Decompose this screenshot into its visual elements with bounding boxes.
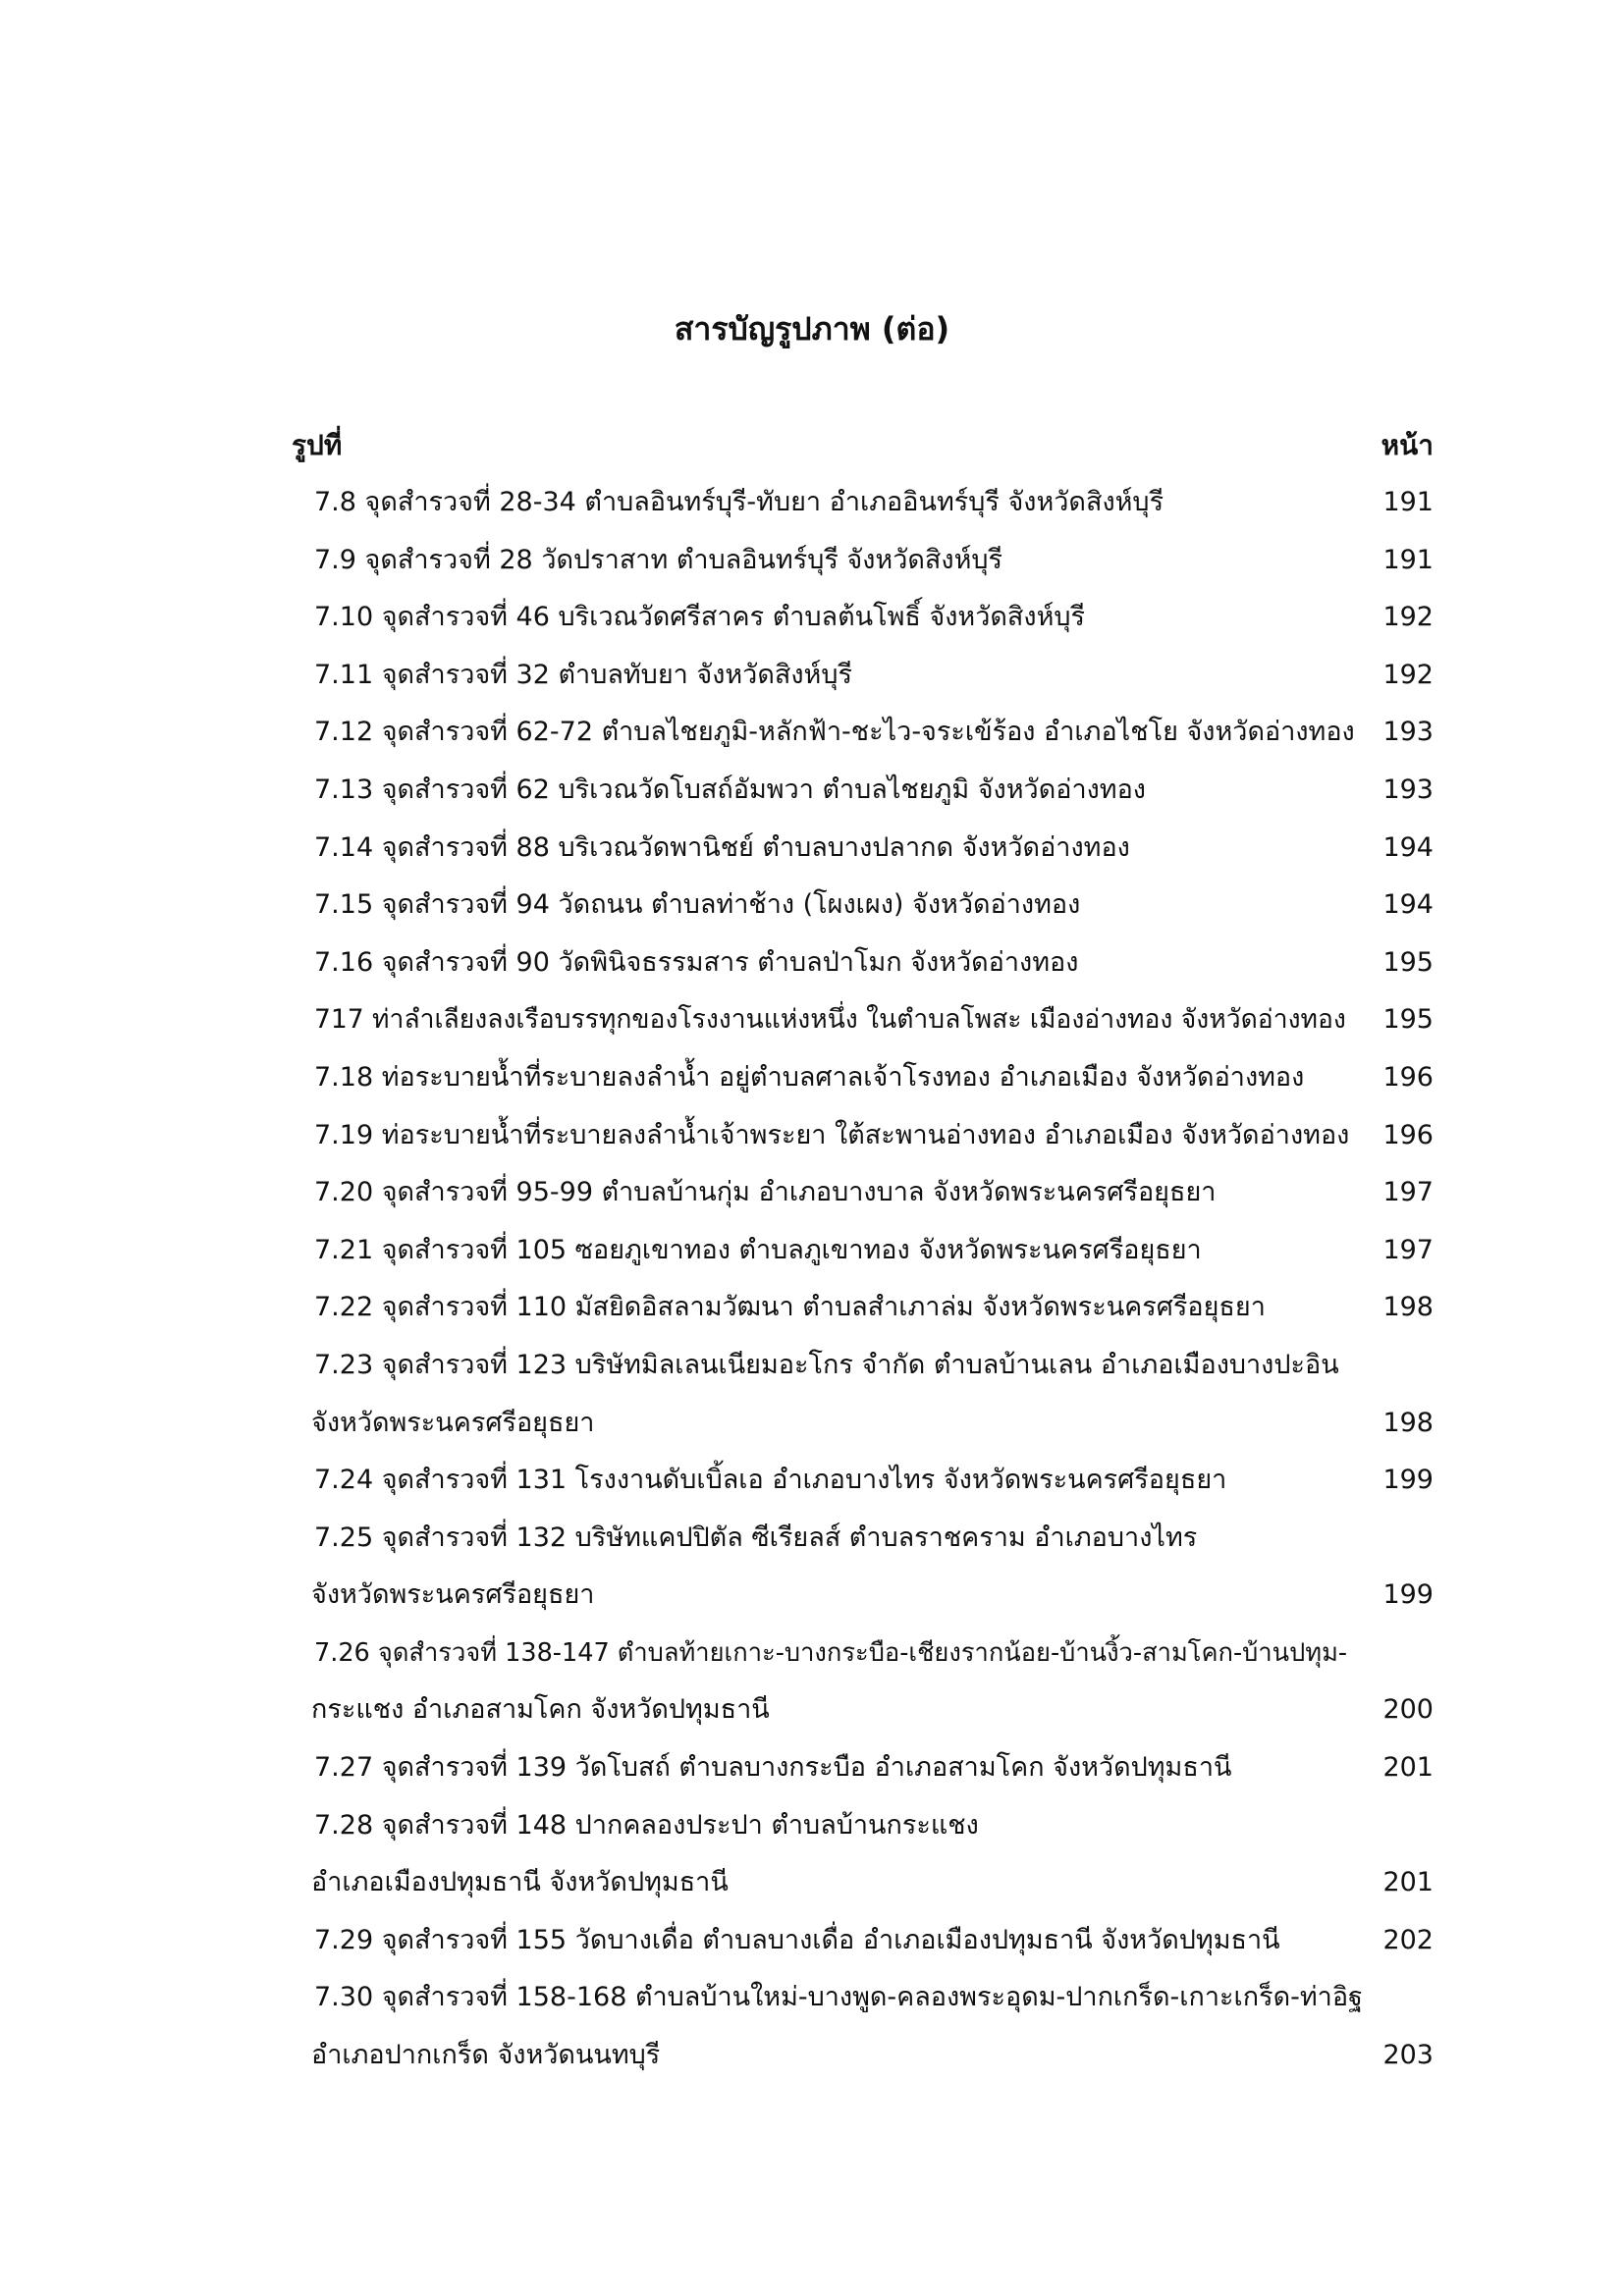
entry-page-number: 198 [1382,1407,1434,1438]
list-item [314,934,1434,992]
entry-caption: 7.10 จุดสำรวจที่ 46 บริเวณวัดศรีสาคร ตำบลต้นโพธิ์ จังหวัดสิงห์บุรี [314,602,1086,633]
list-item [314,1739,1434,1797]
entry-page-number: 200 [1382,1694,1434,1726]
entry-page-number: 191 [1382,487,1434,517]
list-item [314,991,1434,1049]
entry-caption: 7.8 จุดสำรวจที่ 28-34 ตำบลอินทร์บุรี-ทับยา อำเภออินทร์บุรี จังหวัดสิงห์บุรี [314,487,1164,517]
list-item [314,877,1434,934]
page-title: สารบัญรูปภาพ (ต่อ) [674,310,950,347]
entry-page-number: 197 [1382,1234,1434,1265]
entry-caption: 7.21 จุดสำรวจที่ 105 ซอยภูเขาทอง ตำบลภูเขาทอง จังหวัดพระนครศรีอยุธยา [314,1234,1202,1265]
entry-caption: 7.28 จุดสำรวจที่ 148 ปากคลองประปา ตำบลบ้านกระแชง [314,1809,979,1841]
figure-column-header: รูปที่ [292,429,343,461]
entry-caption: 7.25 จุดสำรวจที่ 132 บริษัทแคปปิตัล ซีเรียลส์ ตำบลราชคราม อำเภอบางไทร [314,1522,1198,1553]
list-item [314,762,1434,820]
list-item [314,474,1434,532]
entry-caption: 7.26 จุดสำรวจที่ 138-147 ตำบลท้ายเกาะ-บางกระบือ-เชียงรากน้อย-บ้านงิ้ว-สามโคก-บ้านปทุม- [314,1637,1348,1668]
list-item [314,1164,1434,1222]
entry-page-number: 198 [1382,1292,1434,1323]
entry-caption: 7.24 จุดสำรวจที่ 131 โรงงานดับเบิ้ลเอ อำเภอบางไทร จังหวัดพระนครศรีอยุธยา [314,1465,1227,1496]
entry-page-number: 196 [1382,1119,1434,1150]
entry-page-number: 196 [1382,1061,1434,1093]
entry-line [314,1452,1434,1510]
column-header-row [292,417,1434,474]
list-item [311,1337,1434,1452]
entry-page-number: 202 [1382,1924,1434,1955]
entry-line [314,532,1434,590]
entry-line [314,1049,1434,1107]
entry-caption: 7.18 ท่อระบายน้ำที่ระบายลงลำน้ำ อยู่ตำบลศาลเจ้าโรงทอง อำเภอเมือง จังหวัดอ่างทอง [314,1061,1305,1093]
entry-caption: 7.9 จุดสำรวจที่ 28 วัดปราสาท ตำบลอินทร์บุรี จังหวัดสิงห์บุรี [314,544,1003,575]
list-item [314,820,1434,878]
entry-caption: 7.14 จุดสำรวจที่ 88 บริเวณวัดพานิชย์ ตำบลบางปลากด จังหวัดอ่างทอง [314,831,1130,863]
entry-line [314,1222,1434,1280]
list-item [314,1452,1434,1510]
entry-page-number: 192 [1382,659,1434,690]
entry-caption: 7.15 จุดสำรวจที่ 94 วัดถนน ตำบลท่าช้าง (โผงเผง) จังหวัดอ่างทอง [314,889,1081,921]
entry-caption: อำเภอปากเกร็ด จังหวัดนนทบุรี [311,2040,661,2071]
entry-page-number: 191 [1382,544,1434,575]
list-item [314,1279,1434,1337]
entry-continuation-line [311,1395,1434,1453]
entry-line [314,934,1434,992]
list-item [311,1797,1434,1912]
list-item [314,1107,1434,1165]
entry-line [314,991,1434,1049]
entry-caption: 7.19 ท่อระบายน้ำที่ระบายลงลำน้ำเจ้าพระยา ใต้สะพานอ่างทอง อำเภอเมือง จังหวัดอ่างทอง [314,1119,1350,1150]
entry-caption: 7.11 จุดสำรวจที่ 32 ตำบลทับยา จังหวัดสิงห์บุรี [314,659,852,690]
entry-caption: กระแชง อำเภอสามโคก จังหวัดปทุมธานี [311,1694,770,1726]
entry-caption: จังหวัดพระนครศรีอยุธยา [311,1407,595,1438]
entry-caption: 7.20 จุดสำรวจที่ 95-99 ตำบลบ้านกุ่ม อำเภอบางบาล จังหวัดพระนครศรีอยุธยา [314,1177,1217,1208]
entry-caption: 7.22 จุดสำรวจที่ 110 มัสยิดอิสลามวัฒนา ตำบลสำเภาล่ม จังหวัดพระนครศรีอยุธยา [314,1292,1266,1323]
entry-caption: 7.30 จุดสำรวจที่ 158-168 ตำบลบ้านใหม่-บางพูด-คลองพระอุดม-ปากเกร็ด-เกาะเกร็ด-ท่าอิฐ [314,1982,1363,2013]
entry-caption: จังหวัดพระนครศรีอยุธยา [311,1579,595,1611]
entry-caption: อำเภอเมืองปทุมธานี จังหวัดปทุมธานี [311,1867,729,1898]
entry-page-number: 201 [1382,1752,1434,1784]
entry-line [314,589,1434,647]
entry-page-number: 203 [1382,2040,1434,2071]
entry-caption: 7.27 จุดสำรวจที่ 139 วัดโบสถ์ ตำบลบางกระบือ อำเภอสามโคก จังหวัดปทุมธานี [314,1752,1232,1784]
entry-line [314,1164,1434,1222]
entry-line [314,647,1434,705]
list-item [314,704,1434,762]
list-item [311,1625,1434,1739]
entry-line [314,820,1434,878]
entry-continuation-line [311,1682,1434,1739]
list-item [314,589,1434,647]
entry-line [314,1797,1434,1855]
list-item [314,1049,1434,1107]
list-item [311,1510,1434,1625]
entry-continuation-line [311,1854,1434,1912]
entry-line [314,1912,1434,1970]
entry-page-number: 194 [1382,831,1434,863]
list-item [314,1222,1434,1280]
entry-caption: 717 ท่าลำเลียงลงเรือบรรทุกของโรงงานแห่งหนึ่ง ในตำบลโพสะ เมืองอ่างทอง จังหวัดอ่างทอง [314,1004,1346,1036]
entry-page-number: 199 [1382,1579,1434,1611]
entry-page-number: 194 [1382,889,1434,921]
list-item [311,1969,1434,2084]
list-item [314,647,1434,705]
figure-list [311,474,1434,2085]
entry-page-number: 193 [1382,717,1434,748]
entry-caption: 7.12 จุดสำรวจที่ 62-72 ตำบลไชยภูมิ-หลักฟ้า-ชะไว-จระเข้ร้อง อำเภอไชโย จังหวัดอ่างทอง [314,717,1355,748]
entry-page-number: 197 [1382,1177,1434,1208]
entry-caption: 7.16 จุดสำรวจที่ 90 วัดพินิจธรรมสาร ตำบลป่าโมก จังหวัดอ่างทอง [314,946,1079,978]
entry-page-number: 193 [1382,774,1434,805]
entry-line [314,877,1434,934]
entry-page-number: 199 [1382,1465,1434,1496]
list-item [314,532,1434,590]
entry-line [314,762,1434,820]
entry-line [314,474,1434,532]
entry-page-number: 195 [1382,946,1434,978]
entry-line [314,1337,1434,1395]
entry-line [314,1625,1434,1682]
entry-caption: 7.29 จุดสำรวจที่ 155 วัดบางเดื่อ ตำบลบางเดื่อ อำเภอเมืองปทุมธานี จังหวัดปทุมธานี [314,1924,1280,1955]
entry-line [314,1279,1434,1337]
entry-page-number: 192 [1382,602,1434,633]
entry-line [314,1107,1434,1165]
entry-continuation-line [311,2027,1434,2085]
entry-page-number: 201 [1382,1867,1434,1898]
entry-continuation-line [311,1567,1434,1625]
list-item [314,1912,1434,1970]
entry-caption: 7.13 จุดสำรวจที่ 62 บริเวณวัดโบสถ์อัมพวา ตำบลไชยภูมิ จังหวัดอ่างทอง [314,774,1146,805]
entry-page-number: 195 [1382,1004,1434,1036]
entry-line [314,704,1434,762]
page-column-header: หน้า [1380,429,1434,461]
entry-line [314,1969,1434,2027]
entry-caption: 7.23 จุดสำรวจที่ 123 บริษัทมิลเลนเนียมอะโกร จำกัด ตำบลบ้านเลน อำเภอเมืองบางปะอิน [314,1349,1339,1380]
entry-line [314,1739,1434,1797]
entry-line [314,1510,1434,1568]
